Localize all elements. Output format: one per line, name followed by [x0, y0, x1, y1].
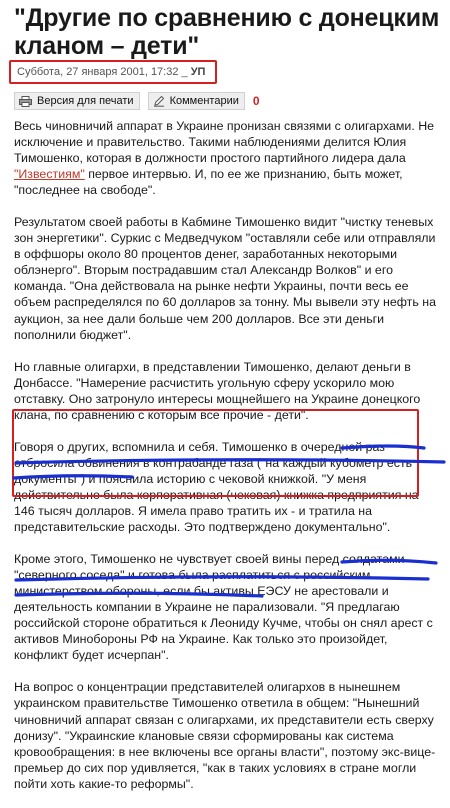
comments-count[interactable]: 0	[252, 94, 260, 108]
source-name[interactable]: УП	[190, 66, 206, 78]
article-headline: "Другие по сравнению с донецким кланом – дети"	[14, 4, 440, 60]
publication-date: Суббота, 27 января 2001, 17:32	[17, 66, 179, 78]
paragraph-5: Кроме этого, Тимошенко не чувствует своей вины перед солдатами "северного соседа" и готова была расплатиться с российским министерством обороны, если бы активы ЕЭСУ не арестовали и деятельность компании в Украине не парализовали. "Я предлагаю российской стороне обратиться к Леониду Кучме, чтобы он снял арест с активов Минобороны РФ на Украине. Как только это произойдет, конфликт будет исчерпан".	[14, 552, 433, 663]
paragraph-3: Но главные олигархи, в представлении Тимошенко, делают деньги в Донбассе. "Намерение расчистить угольную сферу ускорило мою отставку. Оно затронуло интересы мощнейшего на Украине донецкого клана, по сравнению с которым все прочие - дети".	[14, 359, 421, 422]
izvestia-link[interactable]: "Известиям"	[14, 167, 85, 182]
article-tools	[14, 91, 260, 111]
paragraph-1	[14, 118, 442, 198]
comments-button[interactable]	[148, 92, 245, 110]
print-version-button[interactable]	[14, 92, 140, 110]
printer-icon	[19, 96, 32, 107]
article-body	[14, 118, 442, 808]
paragraph-1-text: Весь чиновничий аппарат в Украине пронизан связями с олигархами. Не исключение и правительство. Такими наблюдениями делится Юлия Тимошенко, которая в должности простого партийного лидера дала	[14, 119, 435, 166]
paragraph-2: Результатом своей работы в Кабмине Тимошенко видит "чистку теневых зон энергетики". Суркис с Медведчуком "оставляли себе или отправляли в оффшоры около 80 процентов денег, заработанных некоторыми облэнерго". Вторым пострадавшим стал Александр Волков" и его команда. "Она действовала на рынке нефти Украины, почти весь ее объем распределялся по 60 долларов за тонну. Мы вывели эту нефть на аукцион, за нее дали больше чем 200 долларов. Все эти деньги пополнили бюджет".	[14, 215, 436, 342]
print-version-label: Версия для печати	[37, 95, 134, 107]
comments-label: Комментарии	[169, 95, 239, 107]
pencil-icon	[153, 95, 165, 107]
publication-meta	[9, 60, 217, 84]
paragraph-1-text-end: первое интервью. И, по ее же признанию, быть может, "последнее на свободе".	[14, 167, 403, 198]
paragraph-6: На вопрос о концентрации представителей олигархов в нынешнем украинском правительстве Тимошенко ответила в общем: "Нынешний чиновничий аппарат связан с олигархами, их представители есть сверху донизу". "Украинские клановые связи сформированы как система кровообращения: в нее включены все органы власти", поэтому экс-вице-премьер до сих пор удивляется, "как в таких условиях в стране могли пойти хоть какие-то реформы".	[14, 680, 436, 791]
paragraph-4: Говоря о других, вспомнила и себя. Тимошенко в очередной раз отбросила обвинения в контрабанде газа ("на каждый кубометр есть документы") и пояснила историю с чековой книжкой. "У меня действительно была корпоративная (чековая) книжка предприятия на 146 тысяч долларов. Я имела право тратить их - и тратила на представительские расходы. Это подтверждено документально".	[14, 439, 419, 535]
meta-separator: _	[178, 66, 191, 78]
